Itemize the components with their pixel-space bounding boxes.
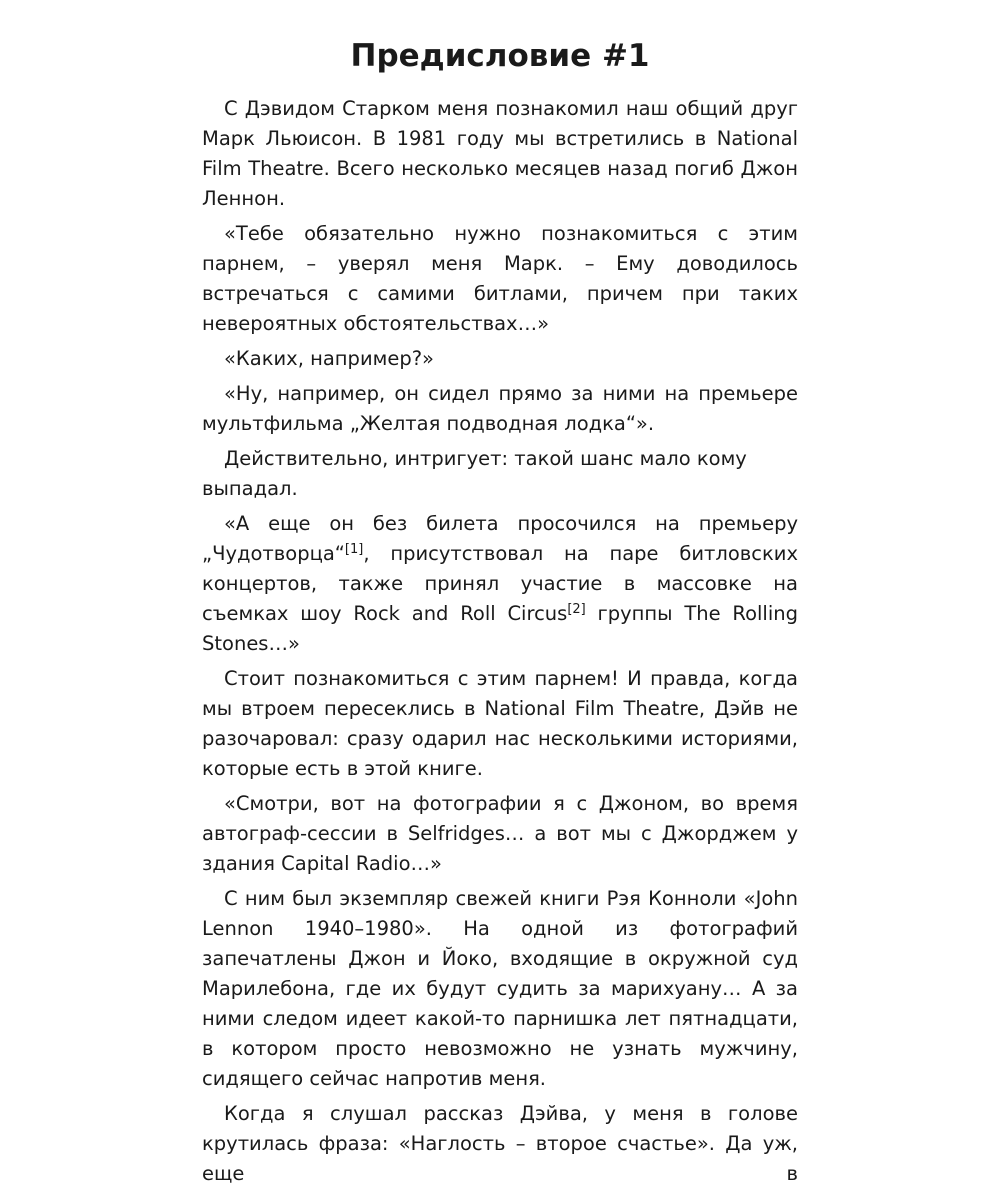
footnote-ref-1[interactable]: [1]	[344, 542, 364, 557]
paragraph-6	[202, 509, 798, 659]
paragraph-6-text-c: группы The Rolling Stones…»	[202, 602, 799, 655]
footnote-ref-2[interactable]: [2]	[567, 602, 586, 617]
paragraph-8: «Смотри, вот на фотографии я с Джоном, во время автограф-сессии в Selfridges… а вот мы с Джорджем у здания Capital Radio…»	[202, 792, 798, 875]
paragraph-9: С ним был экземпляр свежей книги Рэя Конноли «John Lennon 1940–1980». На одной из фотографий запечатлены Джон и Йоко, входящие в окружной суд Марилебона, где их будут судить за марихуану… А за ними следом идеет какой-то парнишка лет пятнадцати, в котором просто невозможно не узнать мужчину, сидящего сейчас напротив меня.	[202, 887, 798, 1090]
paragraph-1: С Дэвидом Старком меня познакомил наш общий друг Марк Льюисон. В 1981 году мы встретились в National Film Theatre. Всего несколько месяцев назад погиб Джон Леннон.	[202, 97, 798, 210]
paragraph-6-text-a: «А еще он без билета просочился на премьеру „Чудотворца“	[202, 512, 798, 565]
paragraph-6-text-b: , присутствовал на паре битловских концертов, также принял участие в массовке на съемках шоу Rock and Roll Circus	[202, 542, 798, 625]
paragraph-5: Действительно, интригует: такой шанс мало кому выпадал.	[202, 447, 747, 500]
paragraph-3: «Каких, например?»	[224, 347, 434, 370]
paragraph-7: Стоит познакомиться с этим парнем! И правда, когда мы втроем пересеклись в National Film Theatre, Дэйв не разочаровал: сразу одарил нас несколькими историями, которые есть в этой книге.	[202, 667, 798, 780]
body-text	[202, 94, 798, 1194]
paragraph-4: «Ну, например, он сидел прямо за ними на премьере мультфильма „Желтая подводная лодка“».	[202, 382, 798, 435]
paragraph-2: «Тебе обязательно нужно познакомиться с этим парнем, – уверял меня Марк. – Ему доводилось встречаться с самими битлами, причем при таких невероятных обстоятельствах…»	[202, 222, 798, 335]
page-title: Предисловие #1	[350, 38, 650, 74]
paragraph-10: Когда я слушал рассказ Дэйва, у меня в голове крутилась фраза: «Наглость – второе счастье». Да уж, еще в	[202, 1102, 798, 1185]
